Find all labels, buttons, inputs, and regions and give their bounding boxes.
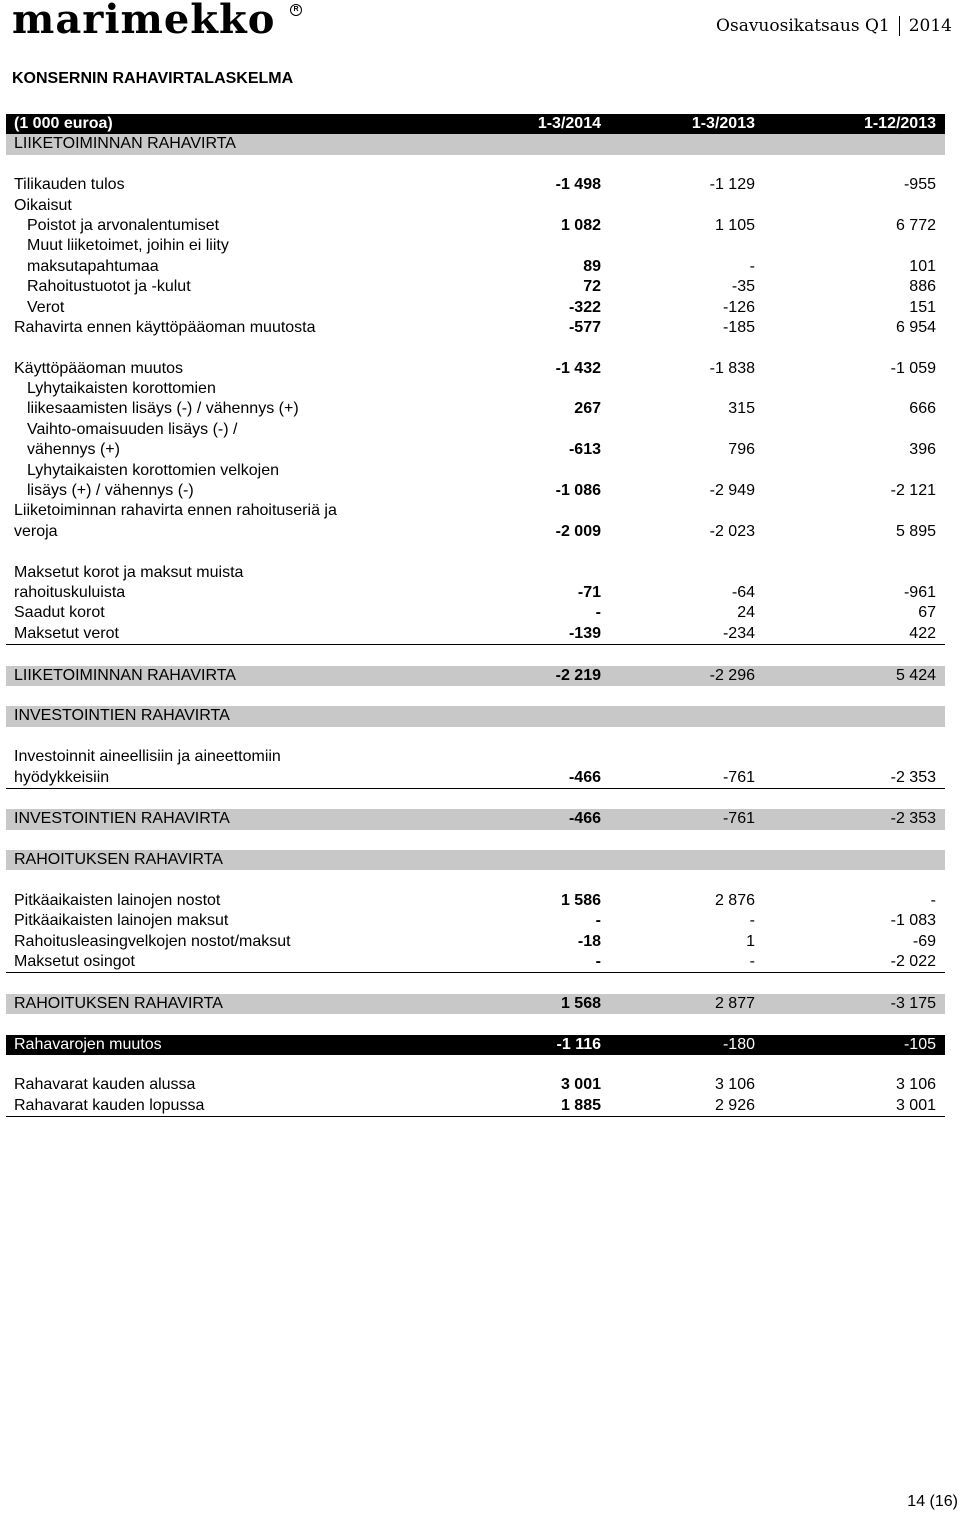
cell-c1: -1 498 [555, 176, 601, 194]
cell-c3: -1 059 [890, 359, 936, 377]
cell-c3: - [930, 891, 936, 909]
row-label: LIIKETOIMINNAN RAHAVIRTA [14, 135, 236, 153]
cell-c3: 6 954 [895, 318, 936, 336]
cell-c1: - [595, 604, 601, 622]
table-row [6, 318, 945, 338]
cell-c3: -2 353 [890, 810, 936, 828]
cell-c2: 2 926 [714, 1096, 755, 1114]
table-row [6, 911, 945, 931]
spacer-row [6, 686, 945, 706]
table-row [6, 624, 945, 645]
row-label: hyödykkeisiin [14, 768, 110, 786]
cell-c3: -105 [903, 1035, 936, 1053]
table-row [6, 379, 945, 399]
cell-c2: 796 [728, 441, 755, 459]
table-row [6, 583, 945, 603]
row-label: Oikaisut [14, 196, 72, 214]
marimekko-logo: marimekko [12, 0, 276, 43]
row-label: Lyhytaikaisten korottomien [27, 380, 216, 398]
cell-c3: -955 [903, 176, 936, 194]
cell-c1: 1 082 [560, 216, 601, 234]
cell-c1: -322 [568, 298, 601, 316]
table-row [6, 175, 945, 195]
spacer-row [6, 789, 945, 809]
table-row [6, 399, 945, 419]
cell-c2: - [749, 912, 755, 930]
row-label: Tilikauden tulos [14, 176, 125, 194]
cell-c3: 5 895 [895, 522, 936, 540]
table-row [6, 706, 945, 726]
cell-c1: -577 [568, 318, 601, 336]
cell-c2: -2 296 [709, 666, 755, 684]
cell-c1: 89 [583, 257, 601, 275]
row-label: Verot [27, 298, 65, 316]
cell-c1: 1 568 [560, 994, 601, 1012]
table-row [6, 522, 945, 542]
row-label: Vaihto-omaisuuden lisäys (-) / [27, 420, 238, 438]
cell-c3: 67 [918, 604, 936, 622]
row-label: Rahoitustuotot ja -kulut [27, 278, 191, 296]
cell-c3: 5 424 [895, 666, 936, 684]
cell-c1: 72 [583, 278, 601, 296]
table-row [6, 747, 945, 767]
cell-c3: -3 175 [890, 994, 936, 1012]
spacer-row [6, 973, 945, 993]
row-label: Rahavarat kauden alussa [14, 1076, 196, 1094]
table-row [6, 257, 945, 277]
cell-c2: -761 [722, 768, 755, 786]
cell-c2: 2 877 [714, 994, 755, 1012]
spacer-row [6, 870, 945, 890]
table-row [6, 891, 945, 911]
table-row [6, 440, 945, 460]
cell-c3: 3 001 [895, 1096, 936, 1114]
report-name: Osavuosikatsaus Q1 [716, 16, 890, 36]
row-label: Muut liiketoimet, joihin ei liity [27, 237, 229, 255]
cash-flow-table [6, 114, 945, 1117]
row-label: Lyhytaikaisten korottomien velkojen [27, 461, 279, 479]
spacer-row [6, 155, 945, 175]
spacer-row [6, 830, 945, 850]
cell-c2: -180 [722, 1035, 755, 1053]
cell-c2: -185 [722, 318, 755, 336]
cell-c1: -1 432 [555, 359, 601, 377]
cell-c3: 666 [909, 400, 936, 418]
column-header-q1-2013: 1-3/2013 [691, 115, 755, 132]
table-row [6, 481, 945, 501]
cell-c2: -234 [722, 624, 755, 642]
cell-c2: -2 949 [709, 482, 755, 500]
cell-c2: -35 [731, 278, 755, 296]
row-label: INVESTOINTIEN RAHAVIRTA [14, 707, 230, 725]
cell-c2: 315 [728, 400, 755, 418]
cell-c1: 267 [574, 400, 601, 418]
cell-c1: 3 001 [560, 1076, 601, 1094]
table-header-row [6, 114, 945, 134]
cell-c3: 886 [909, 278, 936, 296]
cell-c3: -2 121 [890, 482, 936, 500]
table-row [6, 236, 945, 256]
cell-c2: 3 106 [714, 1076, 755, 1094]
cell-c3: -961 [903, 583, 936, 601]
cell-c2: -64 [731, 583, 755, 601]
row-label: vähennys (+) [27, 441, 120, 459]
cell-c3: -1 083 [890, 912, 936, 930]
cell-c2: 2 876 [714, 891, 755, 909]
row-label: Poistot ja arvonalentumiset [27, 216, 220, 234]
spacer-row [6, 1014, 945, 1034]
row-label: Liiketoiminnan rahavirta ennen rahoituseriä ja [14, 502, 337, 520]
cell-c1: - [595, 953, 601, 971]
table-row [6, 501, 945, 521]
row-label: Rahoitusleasingvelkojen nostot/maksut [14, 932, 291, 950]
table-row [6, 277, 945, 297]
cell-c1: 1 885 [560, 1096, 601, 1114]
cell-c1: -466 [568, 810, 601, 828]
row-label: Investoinnit aineellisiin ja aineettomiin [14, 748, 281, 766]
column-header-fy-2013: 1-12/2013 [863, 115, 936, 132]
cell-c1: -466 [568, 768, 601, 786]
report-header [716, 15, 952, 37]
cell-c3: -69 [912, 932, 936, 950]
table-row [6, 563, 945, 583]
spacer-row [6, 1055, 945, 1075]
row-label: lisäys (+) / vähennys (-) [27, 482, 194, 500]
cell-c3: 101 [909, 257, 936, 275]
cell-c2: 1 105 [714, 216, 755, 234]
row-label: maksutapahtumaa [27, 257, 159, 275]
table-row [6, 420, 945, 440]
row-label: Pitkäaikaisten lainojen nostot [14, 891, 221, 909]
row-label: veroja [14, 522, 58, 540]
table-row [6, 768, 945, 789]
table-row [6, 461, 945, 481]
cell-c2: -761 [722, 810, 755, 828]
table-row [6, 1096, 945, 1117]
cell-c2: - [749, 257, 755, 275]
table-row [6, 196, 945, 216]
cell-c2: -2 023 [709, 522, 755, 540]
table-row [6, 1075, 945, 1095]
cell-c1: -71 [577, 583, 601, 601]
cell-c2: -1 838 [709, 359, 755, 377]
cell-c3: 422 [909, 624, 936, 642]
cell-c1: -139 [568, 624, 601, 642]
cell-c2: 1 [746, 932, 755, 950]
cell-c3: 6 772 [895, 216, 936, 234]
row-label: Rahavarojen muutos [14, 1035, 162, 1053]
table-row [6, 603, 945, 623]
cell-c2: -126 [722, 298, 755, 316]
spacer-row [6, 727, 945, 747]
cell-c1: -2 009 [555, 522, 601, 540]
row-label: Maksetut korot ja maksut muista [14, 563, 244, 581]
row-label: rahoituskuluista [14, 583, 126, 601]
row-label: RAHOITUKSEN RAHAVIRTA [14, 994, 223, 1012]
table-row [6, 932, 945, 952]
table-body [6, 134, 945, 1117]
row-label: Rahavarat kauden lopussa [14, 1096, 205, 1114]
cell-c1: -613 [568, 441, 601, 459]
cell-c1: -2 219 [555, 666, 601, 684]
table-row [6, 1035, 945, 1055]
cell-c1: -1 086 [555, 482, 601, 500]
row-label: Käyttöpääoman muutos [14, 359, 183, 377]
report-year: 2014 [908, 16, 952, 36]
row-label: liikesaamisten lisäys (-) / vähennys (+) [27, 400, 299, 418]
unit-header: (1 000 euroa) [14, 115, 113, 132]
row-label: LIIKETOIMINNAN RAHAVIRTA [14, 666, 236, 684]
cell-c1: -18 [577, 932, 601, 950]
cell-c1: -1 116 [556, 1035, 601, 1053]
table-row [6, 666, 945, 686]
page-title: KONSERNIN RAHAVIRTALASKELMA [12, 70, 294, 87]
spacer-row [6, 645, 945, 665]
table-row [6, 359, 945, 379]
cell-c2: - [749, 953, 755, 971]
table-row [6, 809, 945, 829]
table-row [6, 850, 945, 870]
cell-c1: 1 586 [560, 891, 601, 909]
row-label: Maksetut osingot [14, 953, 135, 971]
page-number: 14 (16) [907, 1493, 958, 1510]
cell-c3: 396 [909, 441, 936, 459]
spacer-row [6, 338, 945, 358]
spacer-row [6, 542, 945, 562]
cell-c3: 3 106 [895, 1076, 936, 1094]
table-row [6, 994, 945, 1014]
table-row [6, 134, 945, 154]
cell-c1: - [595, 912, 601, 930]
cell-c2: 24 [737, 604, 755, 622]
cell-c3: 151 [909, 298, 936, 316]
registered-mark-icon: R [290, 4, 302, 16]
header-divider [899, 16, 900, 36]
table-row [6, 298, 945, 318]
cell-c2: -1 129 [709, 176, 755, 194]
cell-c3: -2 353 [890, 768, 936, 786]
table-row [6, 952, 945, 973]
row-label: INVESTOINTIEN RAHAVIRTA [14, 810, 230, 828]
table-row [6, 216, 945, 236]
cell-c3: -2 022 [890, 953, 936, 971]
row-label: Pitkäaikaisten lainojen maksut [14, 912, 229, 930]
row-label: Saadut korot [14, 604, 105, 622]
row-label: RAHOITUKSEN RAHAVIRTA [14, 851, 223, 869]
row-label: Rahavirta ennen käyttöpääoman muutosta [14, 318, 316, 336]
column-header-q1-2014: 1-3/2014 [537, 115, 601, 132]
row-label: Maksetut verot [14, 624, 119, 642]
